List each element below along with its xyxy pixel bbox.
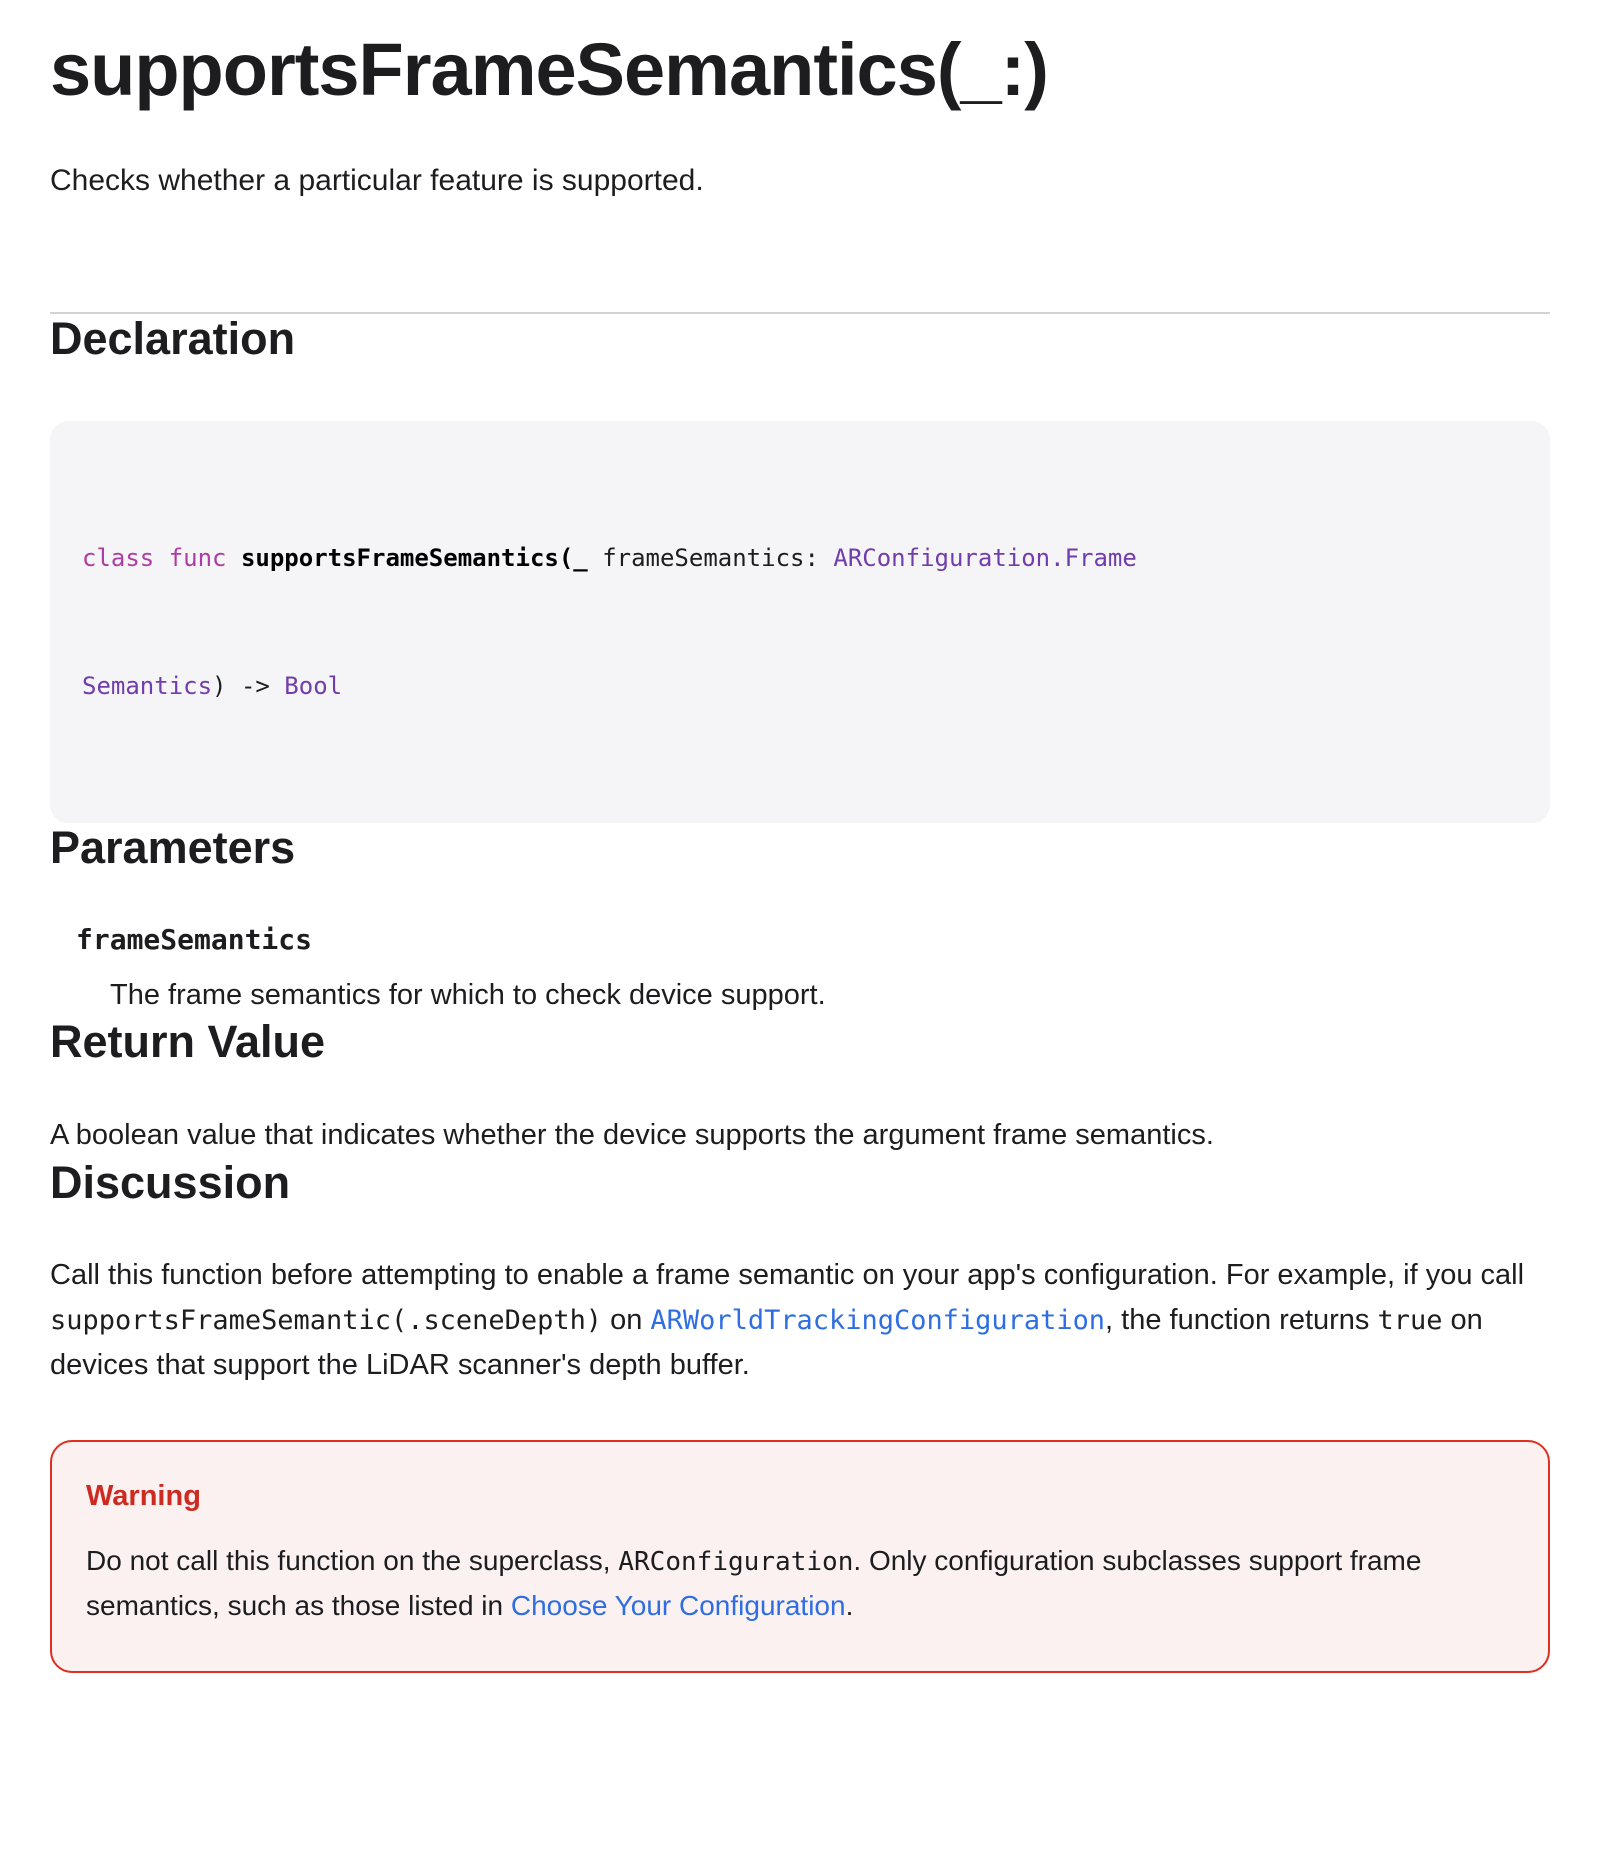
code-type-link[interactable]: ARConfiguration.Frame bbox=[833, 543, 1137, 572]
text-run: frameSemantics: bbox=[602, 543, 834, 572]
code-keyword: class func bbox=[82, 543, 241, 572]
code-symbol-name: supportsFrameSemantics(_ bbox=[240, 543, 603, 572]
inline-code: ARConfiguration bbox=[618, 1546, 854, 1577]
warning-text bbox=[86, 1539, 1514, 1629]
parameter-description: The frame semantics for which to check device support. bbox=[110, 978, 826, 1011]
code-type-link[interactable]: Bool bbox=[284, 672, 343, 700]
code-type-link[interactable]: Semantics bbox=[82, 672, 213, 700]
declaration-heading: Declaration bbox=[50, 312, 296, 364]
discussion-paragraph bbox=[50, 1253, 1550, 1388]
return-value-text: A boolean value that indicates whether the device supports the argument frame semantics. bbox=[50, 1118, 1214, 1151]
text-run: on bbox=[602, 1304, 651, 1337]
text-run: on devices that support the LiDAR scanner's depth buffer. bbox=[50, 1304, 1483, 1381]
text-run: Call this function before attempting to enable a frame semantic on your app's configuration. For example, if you call bbox=[50, 1259, 1525, 1292]
text-link[interactable]: Choose Your Configuration bbox=[510, 1589, 846, 1621]
text-run: , the function returns bbox=[1105, 1304, 1378, 1337]
warning-callout bbox=[50, 1440, 1550, 1673]
text-run: . Only configuration subclasses support frame semantics, such as those listed in bbox=[86, 1544, 1422, 1621]
declaration-code-block bbox=[50, 421, 1550, 823]
inline-code: true bbox=[1377, 1305, 1443, 1337]
inline-code-link[interactable]: ARWorldTrackingConfiguration bbox=[650, 1305, 1106, 1337]
text-run: . bbox=[845, 1589, 854, 1621]
text-run: Do not call this function on the superclass, bbox=[86, 1544, 619, 1576]
parameter-list bbox=[50, 923, 1550, 1018]
parameter-name: frameSemantics bbox=[76, 922, 313, 956]
parameters-heading: Parameters bbox=[50, 822, 296, 874]
declaration-code-line bbox=[82, 537, 1518, 580]
inline-code: supportsFrameSemantic(.sceneDepth) bbox=[50, 1305, 603, 1337]
declaration-code-line bbox=[82, 665, 1518, 708]
abstract-text: Checks whether a particular feature is supported. bbox=[50, 163, 704, 197]
text-run: ) -> bbox=[212, 672, 285, 700]
return-value-heading: Return Value bbox=[50, 1016, 326, 1068]
warning-title: Warning bbox=[86, 1479, 201, 1512]
page-title: supportsFrameSemantics(_:) bbox=[50, 28, 1048, 111]
discussion-heading: Discussion bbox=[50, 1156, 291, 1208]
